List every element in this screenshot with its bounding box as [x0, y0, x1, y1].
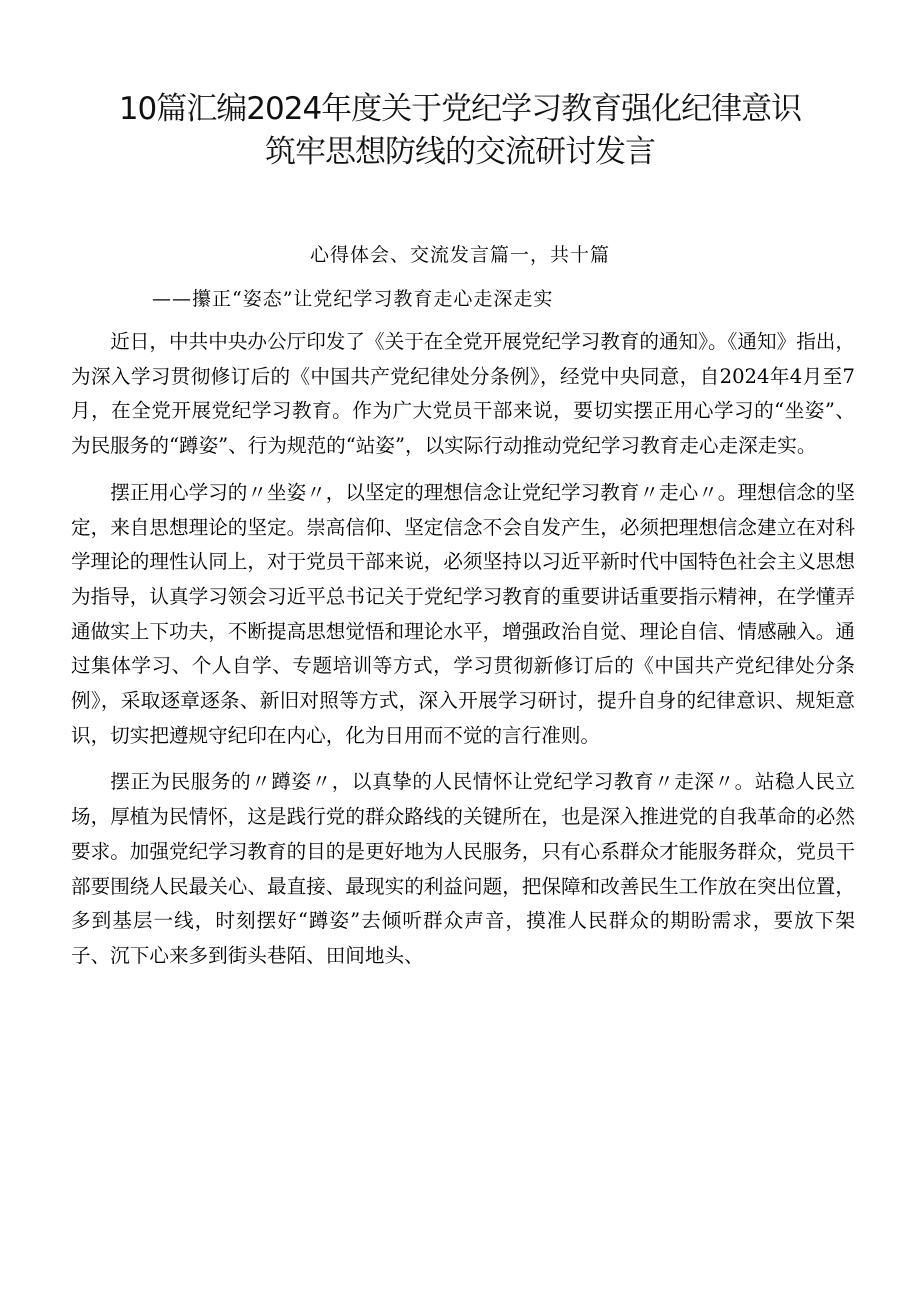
title-line-2: 筑牢思想防线的交流研讨发言: [265, 134, 655, 170]
document-body: [71, 325, 855, 986]
document-title: [0, 88, 920, 174]
document-subtitle: 心得体会、交流发言篇一，共十篇: [309, 244, 610, 266]
body-paragraph-1: 近日，中共中央办公厅印发了《关于在全党开展党纪学习教育的通知》。《通知》指出，为深入学习贯彻修订后的《中国共产党纪律处分条例》，经党中央同意，自2024年4月至7月，在全党开展党纪学习教育。作为广大党员干部来说，要切实摆正用心学习的“坐姿”、为民服务的“蹲姿”、行为规范的“站姿”，以实际行动推动党纪学习教育走心走深走实。: [71, 330, 855, 458]
body-paragraph-2: 摆正用心学习的〃坐姿〃，以坚定的理想信念让党纪学习教育〃走心〃。理想信念的坚定，来自思想理论的坚定。崇高信仰、坚定信念不会自发产生，必须把理想信念建立在对科学理论的理性认同上，对于党员干部来说，必须坚持以习近平新时代中国特色社会主义思想为指导，认真学习领会习近平总书记关于党纪学习教育的重要讲话重要指示精神，在学懂弄通做实上下功夫，不断提高思想觉悟和理论水平，增强政治自觉、理论自信、情感融入。通过集体学习、个人自学、专题培训等方式，学习贯彻新修订后的《中国共产党纪律处分条例》，采取逐章逐条、新旧对照等方式，深入开展学习研讨，提升自身的纪律意识、规矩意识，切实把遵规守纪印在内心，化为日用而不觉的言行准则。: [71, 480, 855, 747]
body-paragraph-3: 摆正为民服务的〃蹲姿〃，以真挚的人民情怀让党纪学习教育〃走深〃。站稳人民立场，厚植为民情怀，这是践行党的群众路线的关键所在，也是深入推进党的自我革命的必然要求。加强党纪学习教育的目的是更好地为人民服务，只有心系群众才能服务群众，党员干部要围绕人民最关心、最直接、最现实的利益问题，把保障和改善民生工作放在突出位置，多到基层一线，时刻摆好“蹲姿”去倾听群众声音，摸准人民群众的期盼需求，要放下架子、沉下心来多到街头巷陌、田间地头、: [71, 770, 855, 967]
article-subheading: ——攥正“姿态”让党纪学习教育走心走深走实: [152, 288, 554, 310]
title-line-1: 10篇汇编2024年度关于党纪学习教育强化纪律意识: [118, 91, 802, 127]
